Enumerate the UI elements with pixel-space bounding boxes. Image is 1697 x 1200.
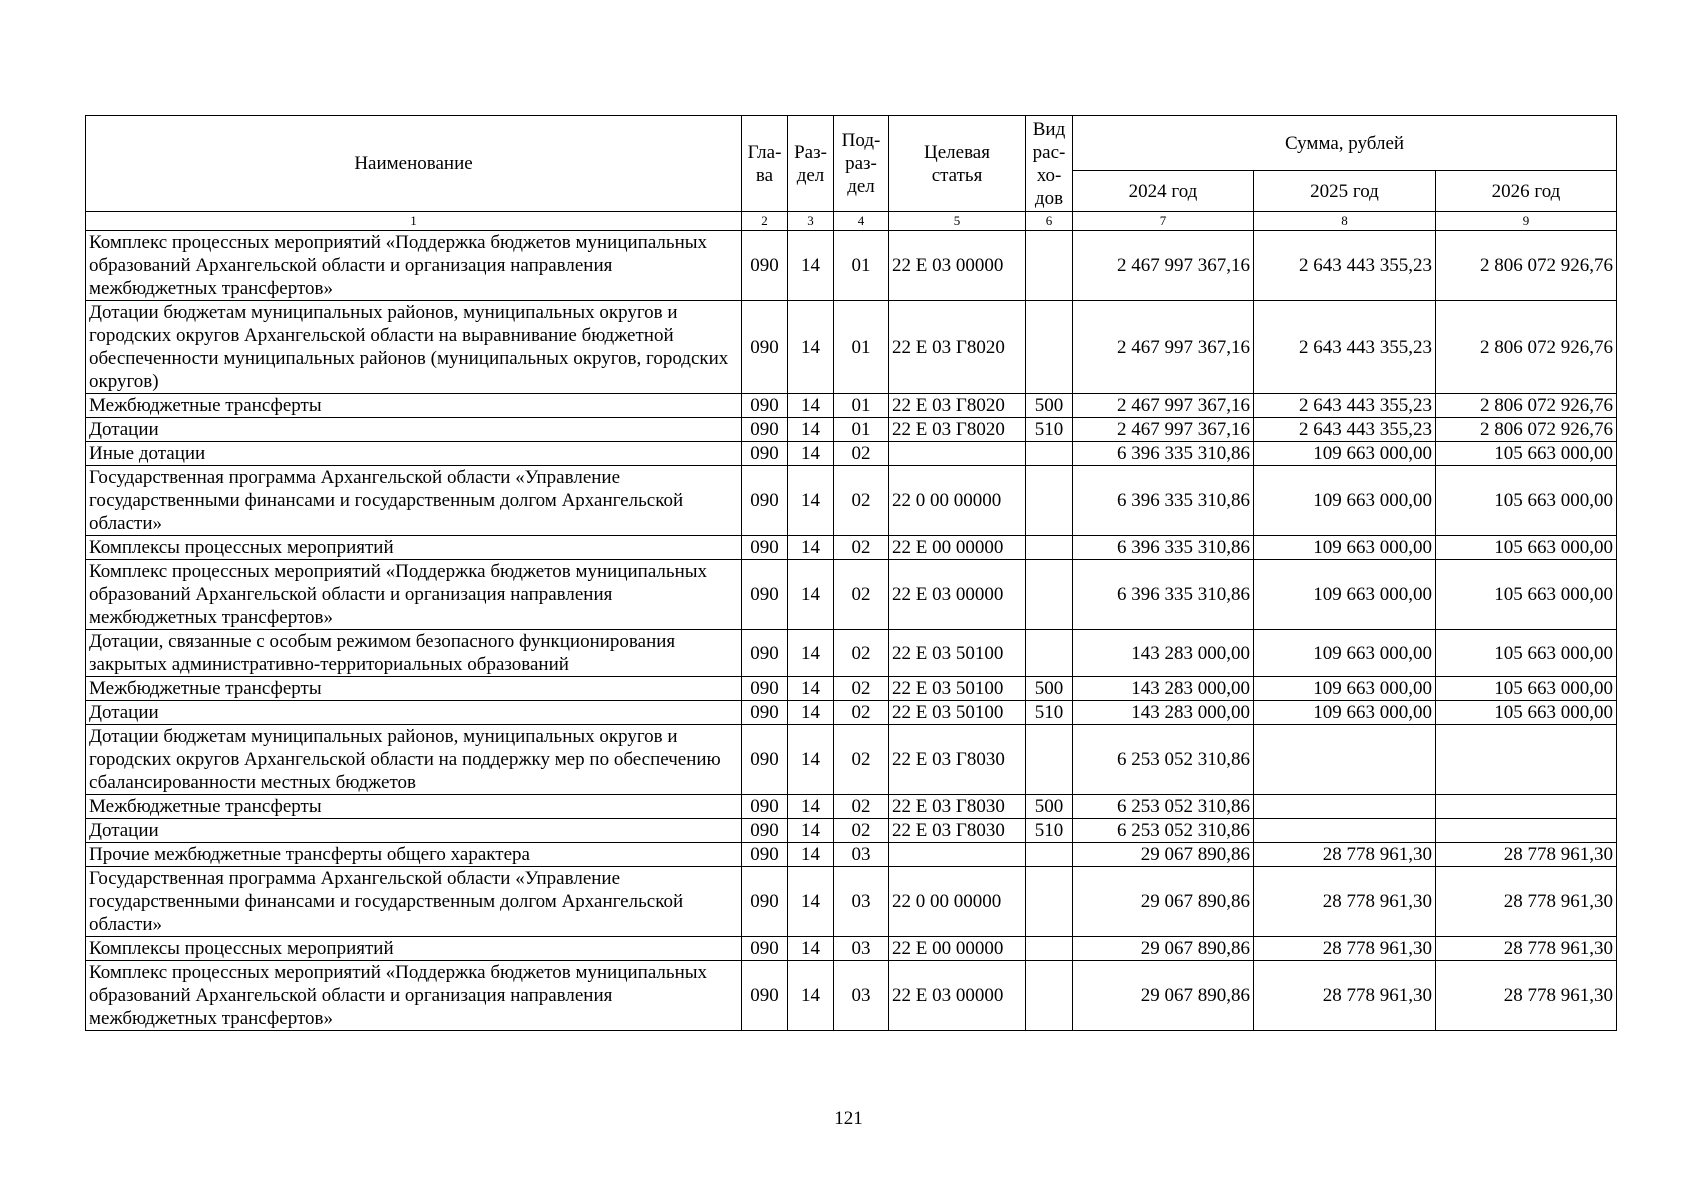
row-target: 22 Е 03 00000 (889, 560, 1026, 630)
row-sum-2026: 105 663 000,00 (1436, 701, 1617, 725)
row-glava: 090 (742, 867, 788, 937)
header-sum: Сумма, рублей (1073, 116, 1617, 171)
row-sum-2024: 29 067 890,86 (1073, 843, 1254, 867)
row-sum-2024: 2 467 997 367,16 (1073, 231, 1254, 301)
row-name: Комплексы процессных мероприятий (86, 937, 742, 961)
row-target: 22 0 00 00000 (889, 867, 1026, 937)
header-razdel-text: Раз- дел (794, 141, 827, 186)
row-vid (1026, 843, 1073, 867)
row-glava: 090 (742, 394, 788, 418)
row-sum-2025: 109 663 000,00 (1254, 560, 1436, 630)
header-name: Наименование (86, 116, 742, 212)
row-name: Прочие межбюджетные трансферты общего характера (86, 843, 742, 867)
row-sum-2025: 109 663 000,00 (1254, 677, 1436, 701)
row-sum-2024: 6 396 335 310,86 (1073, 442, 1254, 466)
table-row (86, 418, 1617, 442)
row-sum-2025: 2 643 443 355,23 (1254, 394, 1436, 418)
row-target: 22 Е 03 50100 (889, 630, 1026, 677)
row-sum-2026: 28 778 961,30 (1436, 937, 1617, 961)
row-target: 22 Е 03 Г8030 (889, 819, 1026, 843)
column-number: 8 (1254, 212, 1436, 231)
row-target: 22 Е 00 00000 (889, 937, 1026, 961)
header-podrazdel (834, 116, 889, 212)
header-year-2025: 2025 год (1254, 171, 1436, 212)
row-target: 22 Е 03 00000 (889, 961, 1026, 1031)
row-glava: 090 (742, 418, 788, 442)
row-podrazdel: 02 (834, 560, 889, 630)
row-name: Государственная программа Архангельской области «Управление государственными финансами и государственным долгом Архангельской области» (86, 867, 742, 937)
table-row (86, 961, 1617, 1031)
row-glava: 090 (742, 961, 788, 1031)
row-target: 22 Е 03 50100 (889, 701, 1026, 725)
row-sum-2025: 109 663 000,00 (1254, 630, 1436, 677)
row-sum-2026: 2 806 072 926,76 (1436, 231, 1617, 301)
table-row (86, 442, 1617, 466)
row-sum-2026: 28 778 961,30 (1436, 961, 1617, 1031)
row-sum-2026 (1436, 795, 1617, 819)
row-sum-2025: 28 778 961,30 (1254, 843, 1436, 867)
table-row (86, 394, 1617, 418)
header-year-2024: 2024 год (1073, 171, 1254, 212)
row-razdel: 14 (788, 560, 834, 630)
row-name: Комплекс процессных мероприятий «Поддержка бюджетов муниципальных образований Архангельской области и организация направления межбюджетных трансфертов» (86, 560, 742, 630)
row-sum-2025: 2 643 443 355,23 (1254, 231, 1436, 301)
row-name: Дотации (86, 701, 742, 725)
row-sum-2026: 2 806 072 926,76 (1436, 418, 1617, 442)
row-podrazdel: 02 (834, 630, 889, 677)
header-target-text: Целевая статья (924, 141, 990, 186)
header-podrazdel-text: Под- раз- дел (841, 130, 881, 197)
header-glava (742, 116, 788, 212)
row-podrazdel: 01 (834, 301, 889, 394)
row-sum-2024: 2 467 997 367,16 (1073, 394, 1254, 418)
row-razdel: 14 (788, 231, 834, 301)
table-row (86, 466, 1617, 536)
column-number: 5 (889, 212, 1026, 231)
row-podrazdel: 01 (834, 394, 889, 418)
row-target: 22 Е 03 Г8020 (889, 301, 1026, 394)
row-podrazdel: 03 (834, 843, 889, 867)
row-sum-2024: 6 396 335 310,86 (1073, 536, 1254, 560)
row-glava: 090 (742, 442, 788, 466)
table-row (86, 560, 1617, 630)
row-sum-2024: 6 253 052 310,86 (1073, 725, 1254, 795)
row-razdel: 14 (788, 442, 834, 466)
table-row (86, 725, 1617, 795)
row-sum-2024: 29 067 890,86 (1073, 961, 1254, 1031)
row-sum-2024: 6 253 052 310,86 (1073, 819, 1254, 843)
row-name: Межбюджетные трансферты (86, 795, 742, 819)
column-number: 9 (1436, 212, 1617, 231)
row-sum-2025: 28 778 961,30 (1254, 961, 1436, 1031)
row-razdel: 14 (788, 677, 834, 701)
row-sum-2024: 29 067 890,86 (1073, 937, 1254, 961)
row-razdel: 14 (788, 466, 834, 536)
row-name: Комплекс процессных мероприятий «Поддержка бюджетов муниципальных образований Архангельской области и организация направления межбюджетных трансфертов» (86, 231, 742, 301)
table-row (86, 867, 1617, 937)
row-razdel: 14 (788, 795, 834, 819)
table-row (86, 630, 1617, 677)
row-sum-2024: 29 067 890,86 (1073, 867, 1254, 937)
row-target (889, 843, 1026, 867)
row-vid (1026, 725, 1073, 795)
row-podrazdel: 01 (834, 418, 889, 442)
row-target: 22 0 00 00000 (889, 466, 1026, 536)
row-podrazdel: 02 (834, 701, 889, 725)
row-glava: 090 (742, 701, 788, 725)
row-podrazdel: 03 (834, 961, 889, 1031)
header-year-2026: 2026 год (1436, 171, 1617, 212)
row-sum-2024: 6 396 335 310,86 (1073, 560, 1254, 630)
row-sum-2025 (1254, 795, 1436, 819)
row-razdel: 14 (788, 867, 834, 937)
row-sum-2024: 2 467 997 367,16 (1073, 301, 1254, 394)
row-glava: 090 (742, 677, 788, 701)
row-vid (1026, 630, 1073, 677)
row-sum-2024: 143 283 000,00 (1073, 677, 1254, 701)
row-glava: 090 (742, 843, 788, 867)
row-name: Межбюджетные трансферты (86, 677, 742, 701)
table-row (86, 819, 1617, 843)
header-glava-text: Гла- ва (747, 141, 782, 186)
row-vid (1026, 536, 1073, 560)
row-sum-2025: 109 663 000,00 (1254, 466, 1436, 536)
column-number: 3 (788, 212, 834, 231)
row-glava: 090 (742, 937, 788, 961)
row-razdel: 14 (788, 301, 834, 394)
table-row (86, 701, 1617, 725)
row-podrazdel: 02 (834, 725, 889, 795)
row-sum-2026: 28 778 961,30 (1436, 843, 1617, 867)
row-sum-2026: 28 778 961,30 (1436, 867, 1617, 937)
row-vid (1026, 231, 1073, 301)
row-sum-2026: 105 663 000,00 (1436, 560, 1617, 630)
row-target: 22 Е 03 00000 (889, 231, 1026, 301)
row-sum-2024: 143 283 000,00 (1073, 701, 1254, 725)
row-sum-2024: 2 467 997 367,16 (1073, 418, 1254, 442)
row-vid: 510 (1026, 819, 1073, 843)
column-number: 2 (742, 212, 788, 231)
row-sum-2026 (1436, 725, 1617, 795)
row-razdel: 14 (788, 630, 834, 677)
row-vid (1026, 560, 1073, 630)
row-glava: 090 (742, 466, 788, 536)
row-sum-2025: 109 663 000,00 (1254, 701, 1436, 725)
row-sum-2026 (1436, 819, 1617, 843)
row-target: 22 Е 03 Г8020 (889, 418, 1026, 442)
row-sum-2025: 28 778 961,30 (1254, 867, 1436, 937)
row-name: Государственная программа Архангельской области «Управление государственными финансами и государственным долгом Архангельской области» (86, 466, 742, 536)
row-sum-2025 (1254, 819, 1436, 843)
column-number: 7 (1073, 212, 1254, 231)
row-sum-2025 (1254, 725, 1436, 795)
row-sum-2025: 109 663 000,00 (1254, 536, 1436, 560)
row-podrazdel: 03 (834, 867, 889, 937)
table-row (86, 231, 1617, 301)
row-vid (1026, 466, 1073, 536)
row-sum-2026: 2 806 072 926,76 (1436, 394, 1617, 418)
row-sum-2026: 105 663 000,00 (1436, 466, 1617, 536)
row-name: Дотации (86, 418, 742, 442)
row-glava: 090 (742, 301, 788, 394)
row-target: 22 Е 03 Г8030 (889, 795, 1026, 819)
row-glava: 090 (742, 725, 788, 795)
row-razdel: 14 (788, 843, 834, 867)
row-vid: 510 (1026, 418, 1073, 442)
row-podrazdel: 03 (834, 937, 889, 961)
table-row (86, 301, 1617, 394)
row-target: 22 Е 03 50100 (889, 677, 1026, 701)
row-razdel: 14 (788, 394, 834, 418)
row-glava: 090 (742, 536, 788, 560)
row-glava: 090 (742, 819, 788, 843)
table-row (86, 536, 1617, 560)
row-sum-2026: 105 663 000,00 (1436, 630, 1617, 677)
row-podrazdel: 02 (834, 795, 889, 819)
row-podrazdel: 02 (834, 677, 889, 701)
row-podrazdel: 02 (834, 442, 889, 466)
table-row (86, 937, 1617, 961)
row-vid (1026, 937, 1073, 961)
row-razdel: 14 (788, 536, 834, 560)
row-name: Иные дотации (86, 442, 742, 466)
column-number: 1 (86, 212, 742, 231)
row-vid (1026, 961, 1073, 1031)
row-razdel: 14 (788, 725, 834, 795)
row-podrazdel: 01 (834, 231, 889, 301)
row-name: Дотации (86, 819, 742, 843)
row-target (889, 442, 1026, 466)
row-target: 22 Е 00 00000 (889, 536, 1026, 560)
row-sum-2026: 105 663 000,00 (1436, 677, 1617, 701)
row-razdel: 14 (788, 961, 834, 1031)
row-name: Комплекс процессных мероприятий «Поддержка бюджетов муниципальных образований Архангельской области и организация направления межбюджетных трансфертов» (86, 961, 742, 1031)
header-target (889, 116, 1026, 212)
row-sum-2024: 6 396 335 310,86 (1073, 466, 1254, 536)
row-glava: 090 (742, 630, 788, 677)
header-razdel (788, 116, 834, 212)
row-sum-2025: 2 643 443 355,23 (1254, 418, 1436, 442)
row-name: Дотации бюджетам муниципальных районов, муниципальных округов и городских округов Архангельской области на поддержку мер по обеспечению сбалансированности местных бюджетов (86, 725, 742, 795)
row-glava: 090 (742, 560, 788, 630)
budget-table (85, 115, 1617, 1031)
row-name: Межбюджетные трансферты (86, 394, 742, 418)
row-glava: 090 (742, 231, 788, 301)
row-sum-2025: 2 643 443 355,23 (1254, 301, 1436, 394)
table-row (86, 843, 1617, 867)
table-row (86, 795, 1617, 819)
row-sum-2024: 6 253 052 310,86 (1073, 795, 1254, 819)
row-sum-2024: 143 283 000,00 (1073, 630, 1254, 677)
row-sum-2026: 105 663 000,00 (1436, 536, 1617, 560)
row-sum-2026: 2 806 072 926,76 (1436, 301, 1617, 394)
header-vid (1026, 116, 1073, 212)
column-numbers-row (86, 212, 1617, 231)
row-vid: 500 (1026, 795, 1073, 819)
row-glava: 090 (742, 795, 788, 819)
row-target: 22 Е 03 Г8030 (889, 725, 1026, 795)
page-number: 121 (834, 1108, 863, 1129)
table-row (86, 677, 1617, 701)
row-sum-2025: 109 663 000,00 (1254, 442, 1436, 466)
row-sum-2025: 28 778 961,30 (1254, 937, 1436, 961)
row-vid: 500 (1026, 677, 1073, 701)
row-podrazdel: 02 (834, 819, 889, 843)
row-podrazdel: 02 (834, 536, 889, 560)
row-razdel: 14 (788, 701, 834, 725)
row-podrazdel: 02 (834, 466, 889, 536)
row-name: Дотации бюджетам муниципальных районов, муниципальных округов и городских округов Архангельской области на выравнивание бюджетной обеспеченности муниципальных районов (муниципальных округов, городских округов) (86, 301, 742, 394)
row-razdel: 14 (788, 819, 834, 843)
row-razdel: 14 (788, 937, 834, 961)
row-vid (1026, 442, 1073, 466)
row-vid (1026, 867, 1073, 937)
row-name: Дотации, связанные с особым режимом безопасного функционирования закрытых административно-территориальных образований (86, 630, 742, 677)
row-razdel: 14 (788, 418, 834, 442)
row-target: 22 Е 03 Г8020 (889, 394, 1026, 418)
header-vid-text: Вид рас- хо- дов (1032, 118, 1066, 209)
row-vid: 510 (1026, 701, 1073, 725)
column-number: 6 (1026, 212, 1073, 231)
row-sum-2026: 105 663 000,00 (1436, 442, 1617, 466)
row-vid: 500 (1026, 394, 1073, 418)
row-name: Комплексы процессных мероприятий (86, 536, 742, 560)
column-number: 4 (834, 212, 889, 231)
row-vid (1026, 301, 1073, 394)
